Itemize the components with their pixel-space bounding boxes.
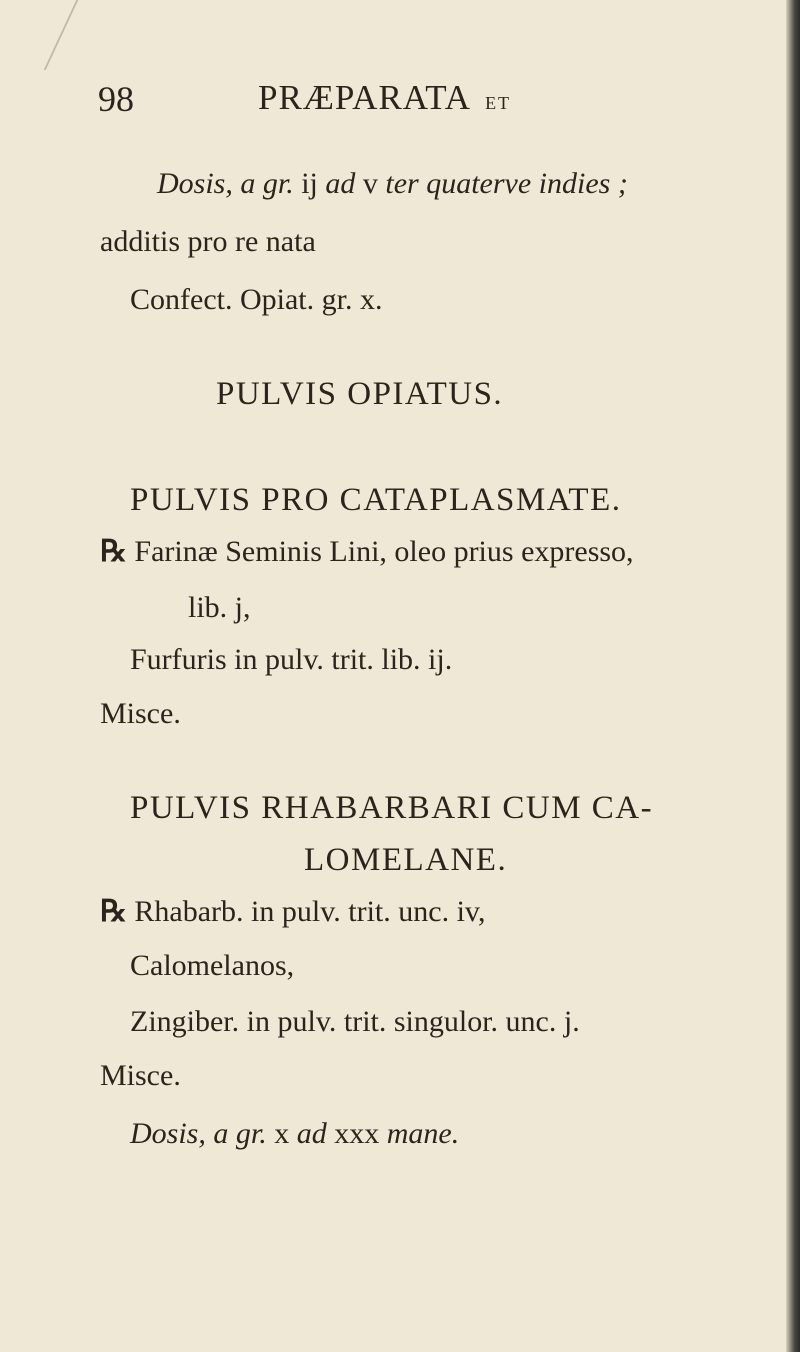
section-heading-rhabarbari-1: PULVIS RHABARBARI CUM CA- — [130, 790, 654, 826]
page-binding-edge — [786, 0, 800, 1352]
recipe-symbol: ℞ — [100, 535, 127, 568]
dosis-mane: mane. — [386, 1117, 460, 1150]
text-line: Misce. — [100, 1059, 181, 1092]
recipe-text: Farinæ Seminis Lini, oleo prius expresso, — [134, 535, 634, 568]
dosis-ij: ij — [301, 167, 318, 200]
dosis-xxx: xxx — [334, 1117, 380, 1150]
page-number: 98 — [98, 79, 134, 119]
dosis-line-1 — [157, 164, 628, 204]
recipe-line — [100, 892, 485, 932]
dosis-a-gr: a gr. — [213, 1117, 267, 1150]
text-line: Furfuris in pulv. trit. lib. ij. — [130, 643, 453, 676]
running-title-suffix: ET — [485, 93, 512, 113]
dosis-x: x — [274, 1117, 290, 1150]
dosis-ad: ad — [296, 1117, 327, 1150]
running-title — [258, 78, 511, 118]
dosis-word: Dosis, — [130, 1117, 206, 1150]
text-line: Zingiber. in pulv. trit. singulor. unc. j. — [130, 1005, 580, 1038]
section-heading-cataplasmate: PULVIS PRO CATAPLASMATE. — [130, 482, 622, 518]
running-title-text: PRÆPARATA — [258, 78, 472, 117]
text-line: Calomelanos, — [130, 949, 295, 982]
recipe-symbol: ℞ — [100, 895, 127, 928]
text-line: Confect. Opiat. gr. x. — [130, 283, 383, 316]
dosis-line-2 — [130, 1114, 459, 1154]
section-heading-rhabarbari-2: LOMELANE. — [304, 842, 508, 878]
dosis-v: v — [362, 167, 378, 200]
dosis-rest: ter quaterve indies ; — [385, 167, 628, 200]
section-heading-opiatus: PULVIS OPIATUS. — [216, 376, 504, 412]
dosis-gr: gr. — [262, 167, 294, 200]
dosis-word: Dosis, — [157, 167, 233, 200]
text-line: additis pro re nata — [100, 225, 316, 258]
dosis-ad: ad — [325, 167, 356, 200]
text-line: Misce. — [100, 697, 181, 730]
page-corner-fold — [0, 0, 78, 70]
page-header — [98, 78, 698, 128]
recipe-text: Rhabarb. in pulv. trit. unc. iv, — [134, 895, 486, 928]
recipe-line — [100, 532, 634, 572]
dosis-a: a — [240, 167, 256, 200]
text-line: lib. j, — [188, 591, 251, 624]
